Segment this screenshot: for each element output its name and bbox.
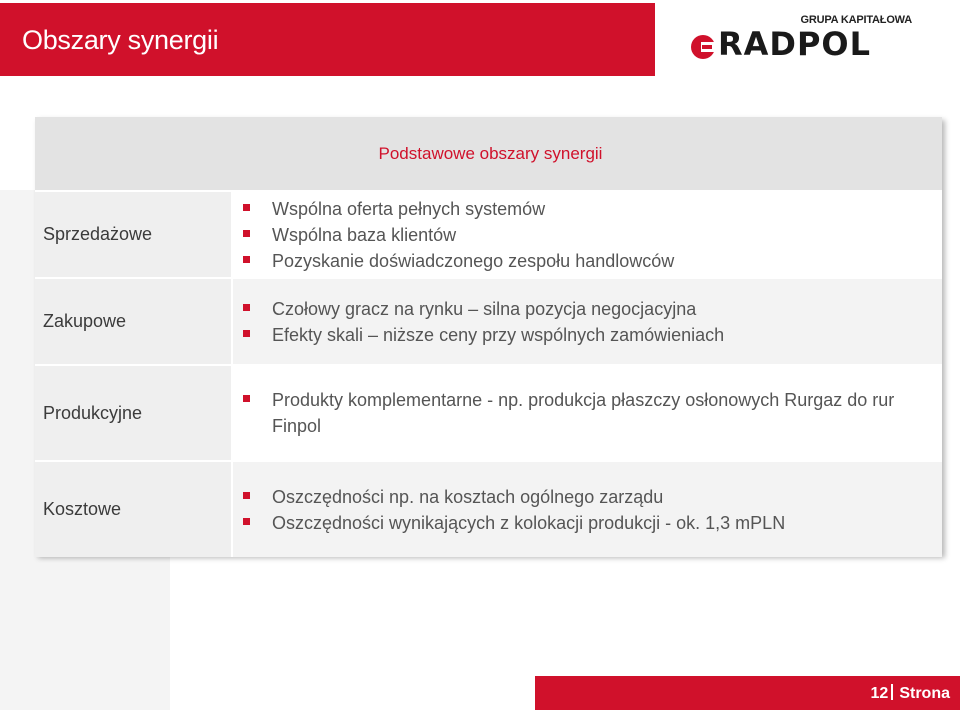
category-label: Zakupowe (43, 311, 127, 331)
page-indicator (871, 684, 950, 703)
footer-separator (891, 684, 893, 700)
footer-bar (535, 676, 960, 710)
category-cell (35, 279, 233, 364)
category-cell (35, 192, 233, 277)
category-cell (35, 462, 233, 557)
list-item: Wspólna oferta pełnych systemów (233, 196, 942, 222)
table-heading-text: Podstawowe obszary synergii (378, 143, 603, 163)
square-bullet-icon (243, 304, 250, 311)
category-cell (35, 366, 233, 460)
synergy-table (35, 117, 942, 555)
title-bar (0, 3, 655, 76)
list-item: Pozyskanie doświadczonego zespołu handlowców (233, 248, 942, 274)
items-cell (233, 279, 942, 364)
logo-wordmark: RADPOL (718, 25, 872, 63)
category-label: Kosztowe (43, 499, 122, 519)
items-cell (233, 192, 942, 277)
square-bullet-icon (243, 256, 250, 263)
logo-group-text: GRUPA KAPITAŁOWA (800, 14, 912, 26)
square-bullet-icon (243, 518, 250, 525)
table-row (35, 460, 942, 557)
square-bullet-icon (243, 230, 250, 237)
list-item: Efekty skali – niższe ceny przy wspólnych zamówieniach (233, 322, 942, 348)
square-bullet-icon (243, 204, 250, 211)
category-label: Produkcyjne (43, 402, 143, 423)
items-cell (233, 366, 942, 460)
square-bullet-icon (243, 330, 250, 337)
table-row (35, 277, 942, 364)
table-heading (35, 117, 942, 192)
page-title: Obszary synergii (22, 25, 219, 55)
radpol-logo (688, 14, 918, 64)
list-item: Czołowy gracz na rynku – silna pozycja negocjacyjna (233, 296, 942, 322)
table-row (35, 364, 942, 460)
items-cell (233, 462, 942, 557)
category-label: Sprzedażowe (43, 224, 153, 244)
square-bullet-icon (243, 395, 250, 402)
square-bullet-icon (243, 492, 250, 499)
list-item: Produkty komplementarne - np. produkcja płaszczy osłonowych Rurgaz do rur Finpol (233, 387, 942, 439)
list-item: Wspólna baza klientów (233, 222, 942, 248)
list-item: Oszczędności np. na kosztach ogólnego zarządu (233, 484, 942, 510)
table-row (35, 190, 942, 277)
list-item: Oszczędności wynikających z kolokacji produkcji - ok. 1,3 mPLN (233, 510, 942, 536)
page-label: Strona (899, 685, 950, 702)
page-number: 12 (870, 685, 889, 702)
logo-mark-icon (688, 32, 718, 62)
